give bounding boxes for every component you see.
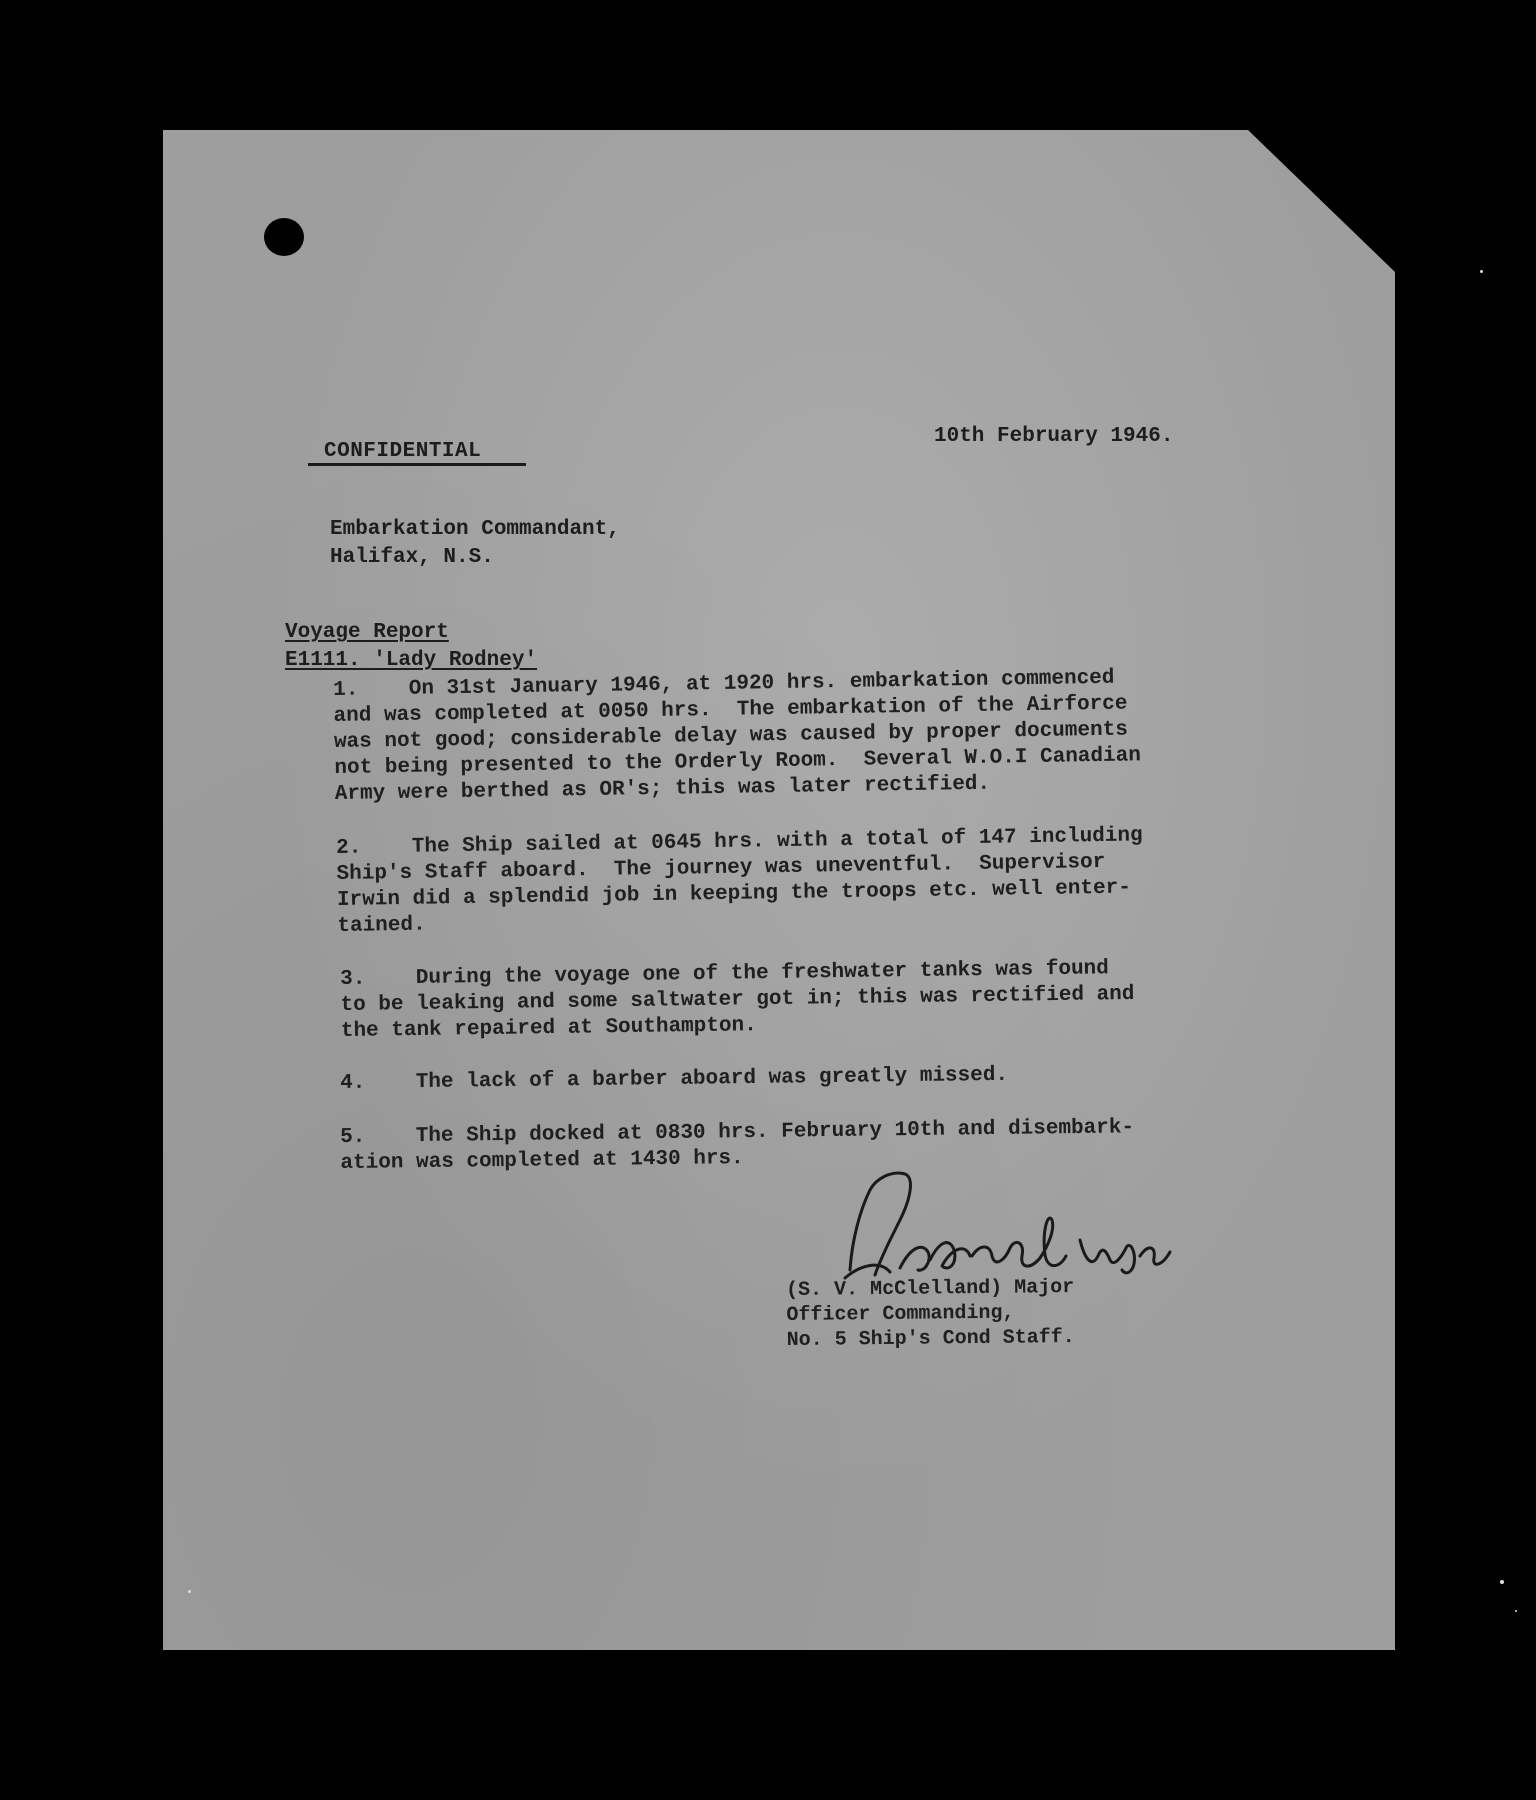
addressee-line-1: Embarkation Commandant, <box>330 518 620 541</box>
paragraph-line: Ship's Staff aboard. The journey was uneventful. Supervisor <box>336 850 1106 886</box>
scan-speck <box>1480 270 1483 273</box>
scan-speck <box>1515 1610 1517 1612</box>
paragraph-line: 2. The Ship sailed at 0645 hrs. with a total of 147 including <box>336 824 1143 860</box>
paragraph-line: 5. The Ship docked at 0830 hrs. February 10th and disembark- <box>340 1116 1135 1149</box>
addressee-line-2: Halifax, N.S. <box>330 546 494 569</box>
subject-line-1: Voyage Report <box>285 621 449 644</box>
paragraph-2 <box>336 823 1144 940</box>
scan-speck <box>1500 1580 1504 1584</box>
paragraph-1 <box>333 665 1141 808</box>
classification-underline <box>308 463 526 466</box>
paragraph-line: Irwin did a splendid job in keeping the troops etc. well enter- <box>336 876 1132 912</box>
paragraph-line: Army were berthed as OR's; this was later rectified. <box>334 772 991 806</box>
paragraph-line: the tank repaired at Southampton. <box>340 1014 757 1043</box>
classification-heading: CONFIDENTIAL <box>324 440 482 463</box>
paragraph-line: was not good; considerable delay was caused by proper documents <box>333 718 1129 754</box>
paragraph-line: 3. During the voyage one of the freshwater tanks was found <box>340 957 1109 991</box>
paragraph-line: 4. The lack of a barber aboard was greatly missed. <box>340 1063 1009 1095</box>
paragraph-3 <box>340 956 1135 1045</box>
paragraph-line: ation was completed at 1430 hrs. <box>340 1147 744 1175</box>
signatory-name: (S. V. McClelland) Major <box>786 1275 1075 1302</box>
subject-line-2: E1111. 'Lady Rodney' <box>285 649 538 672</box>
punch-hole <box>264 218 304 256</box>
paragraph-line: and was completed at 0050 hrs. The embarkation of the Airforce <box>333 692 1128 728</box>
paragraph-line: not being presented to the Orderly Room. Several W.O.I Canadian <box>334 744 1142 780</box>
signatory-title: Officer Commanding, <box>786 1301 1015 1327</box>
signature-block <box>786 1275 1075 1353</box>
scan-speck <box>188 1590 191 1593</box>
signatory-unit: No. 5 Ship's Cond Staff. <box>786 1325 1075 1352</box>
document-date: 10th February 1946. <box>934 425 1174 448</box>
paragraph-line: 1. On 31st January 1946, at 1920 hrs. embarkation commenced <box>333 666 1115 702</box>
paragraph-line: tained. <box>337 913 426 938</box>
paragraph-line: to be leaking and some saltwater got in; this was rectified and <box>340 982 1135 1017</box>
